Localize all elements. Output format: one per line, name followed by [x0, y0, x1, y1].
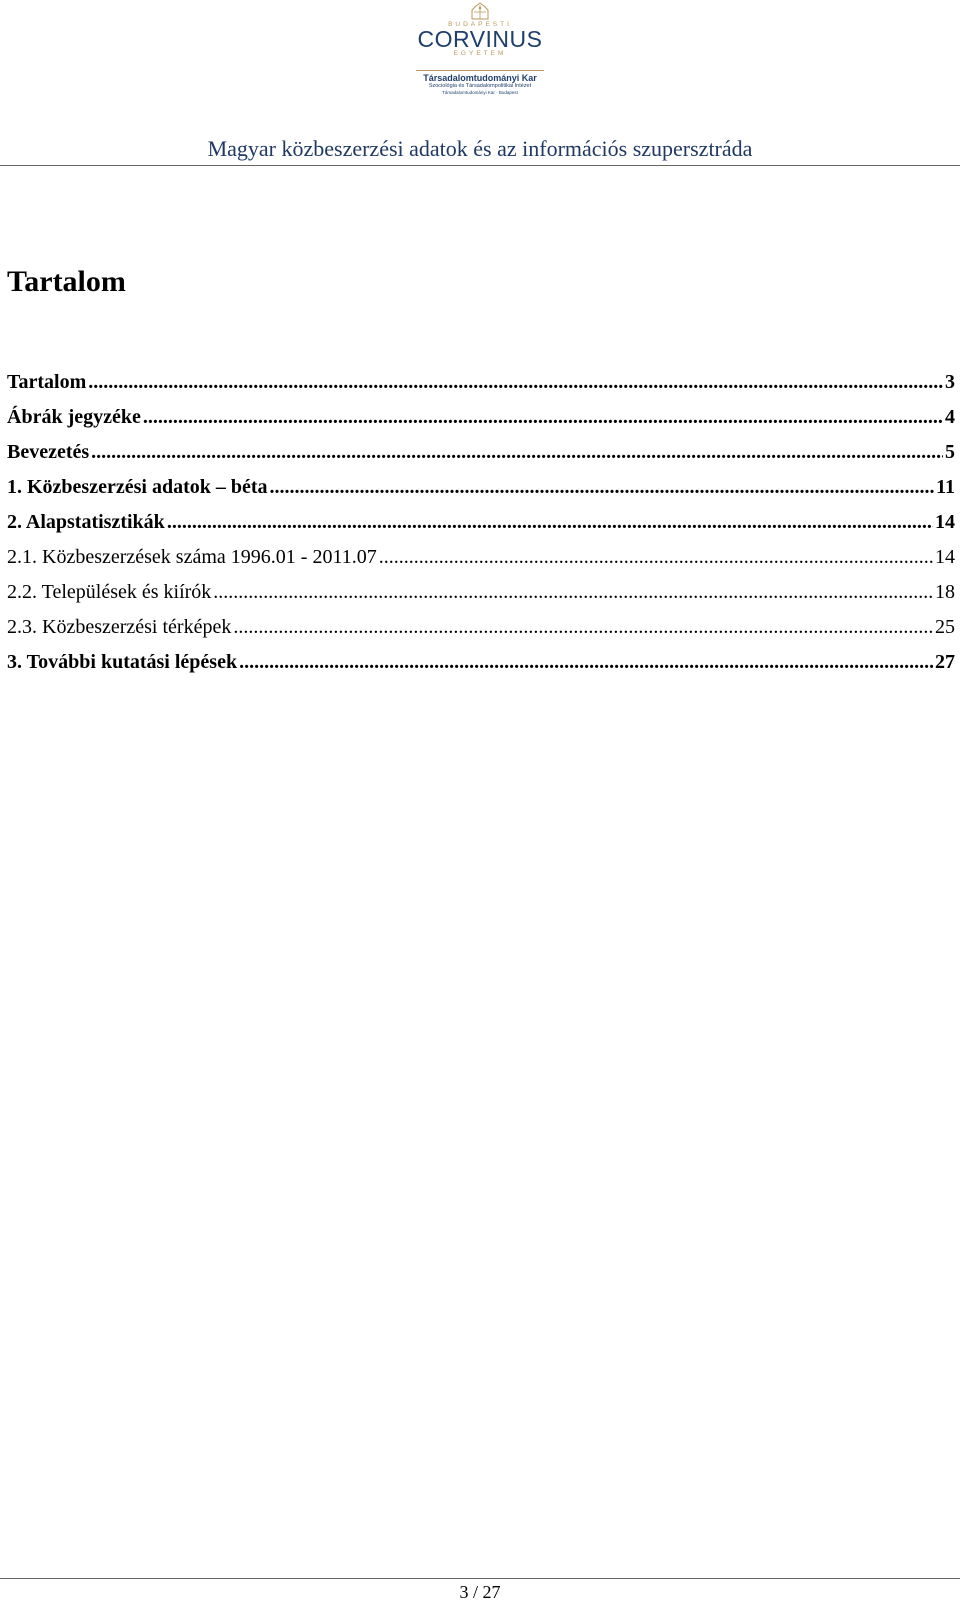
toc-entry-label: 2.1. Közbeszerzések száma 1996.01 - 2011.07 — [7, 546, 377, 568]
toc-entry[interactable] — [7, 575, 955, 610]
toc-entry[interactable] — [7, 540, 955, 575]
toc-entry[interactable] — [7, 400, 955, 435]
toc-entry-page: 27 — [935, 651, 955, 673]
toc-leader-dots — [213, 575, 933, 610]
table-of-contents — [7, 365, 955, 680]
toc-leader-dots — [233, 610, 933, 645]
toc-entry[interactable] — [7, 645, 955, 680]
logo-faculty: Társadalomtudományi Kar — [416, 70, 544, 83]
toc-entry-label: 2.3. Közbeszerzési térképek — [7, 616, 232, 638]
toc-heading: Tartalom — [7, 265, 126, 298]
toc-entry[interactable] — [7, 435, 955, 470]
toc-entry-page: 25 — [935, 616, 955, 638]
logo-city: Társadalomtudományi Kar · Budapest — [442, 90, 518, 95]
footer-divider — [0, 1578, 960, 1579]
logo-sub-text: EGYETEM — [453, 50, 507, 57]
crest-icon — [458, 2, 502, 20]
toc-entry-label: 2. Alapstatisztikák — [7, 511, 165, 533]
toc-entry-page: 11 — [936, 476, 955, 498]
toc-entry[interactable] — [7, 610, 955, 645]
toc-entry-page: 4 — [945, 406, 955, 428]
logo-main-text: CORVINUS — [417, 26, 543, 52]
toc-entry-page: 5 — [945, 441, 955, 463]
toc-leader-dots — [379, 540, 933, 575]
toc-leader-dots — [167, 505, 933, 540]
toc-entry-page: 14 — [935, 546, 955, 568]
toc-entry-label: 2.2. Települések és kiírók — [7, 581, 212, 603]
toc-leader-dots — [91, 435, 943, 470]
toc-leader-dots — [88, 365, 943, 400]
university-logo — [416, 2, 544, 96]
toc-leader-dots — [270, 470, 935, 505]
logo-top-text: BUDAPESTI — [448, 21, 512, 28]
toc-entry-label: Tartalom — [7, 371, 87, 393]
toc-leader-dots — [239, 645, 933, 680]
toc-entry-page: 14 — [935, 511, 955, 533]
toc-entry-label: 1. Közbeszerzési adatok – béta — [7, 476, 268, 498]
toc-entry-label: Bevezetés — [7, 441, 90, 463]
page-number: 3 / 27 — [459, 1582, 501, 1602]
header-divider — [0, 165, 960, 166]
logo-institute: Szociológia és Társadalompolitikai Intézet — [428, 83, 532, 89]
toc-leader-dots — [143, 400, 943, 435]
toc-entry[interactable] — [7, 505, 955, 540]
toc-entry-page: 3 — [945, 371, 955, 393]
toc-entry[interactable] — [7, 365, 955, 400]
toc-entry-page: 18 — [935, 581, 955, 603]
toc-entry[interactable] — [7, 470, 955, 505]
toc-entry-label: 3. További kutatási lépések — [7, 651, 238, 673]
toc-entry-label: Ábrák jegyzéke — [7, 406, 141, 428]
document-title: Magyar közbeszerzési adatok és az információs szupersztráda — [207, 136, 753, 161]
